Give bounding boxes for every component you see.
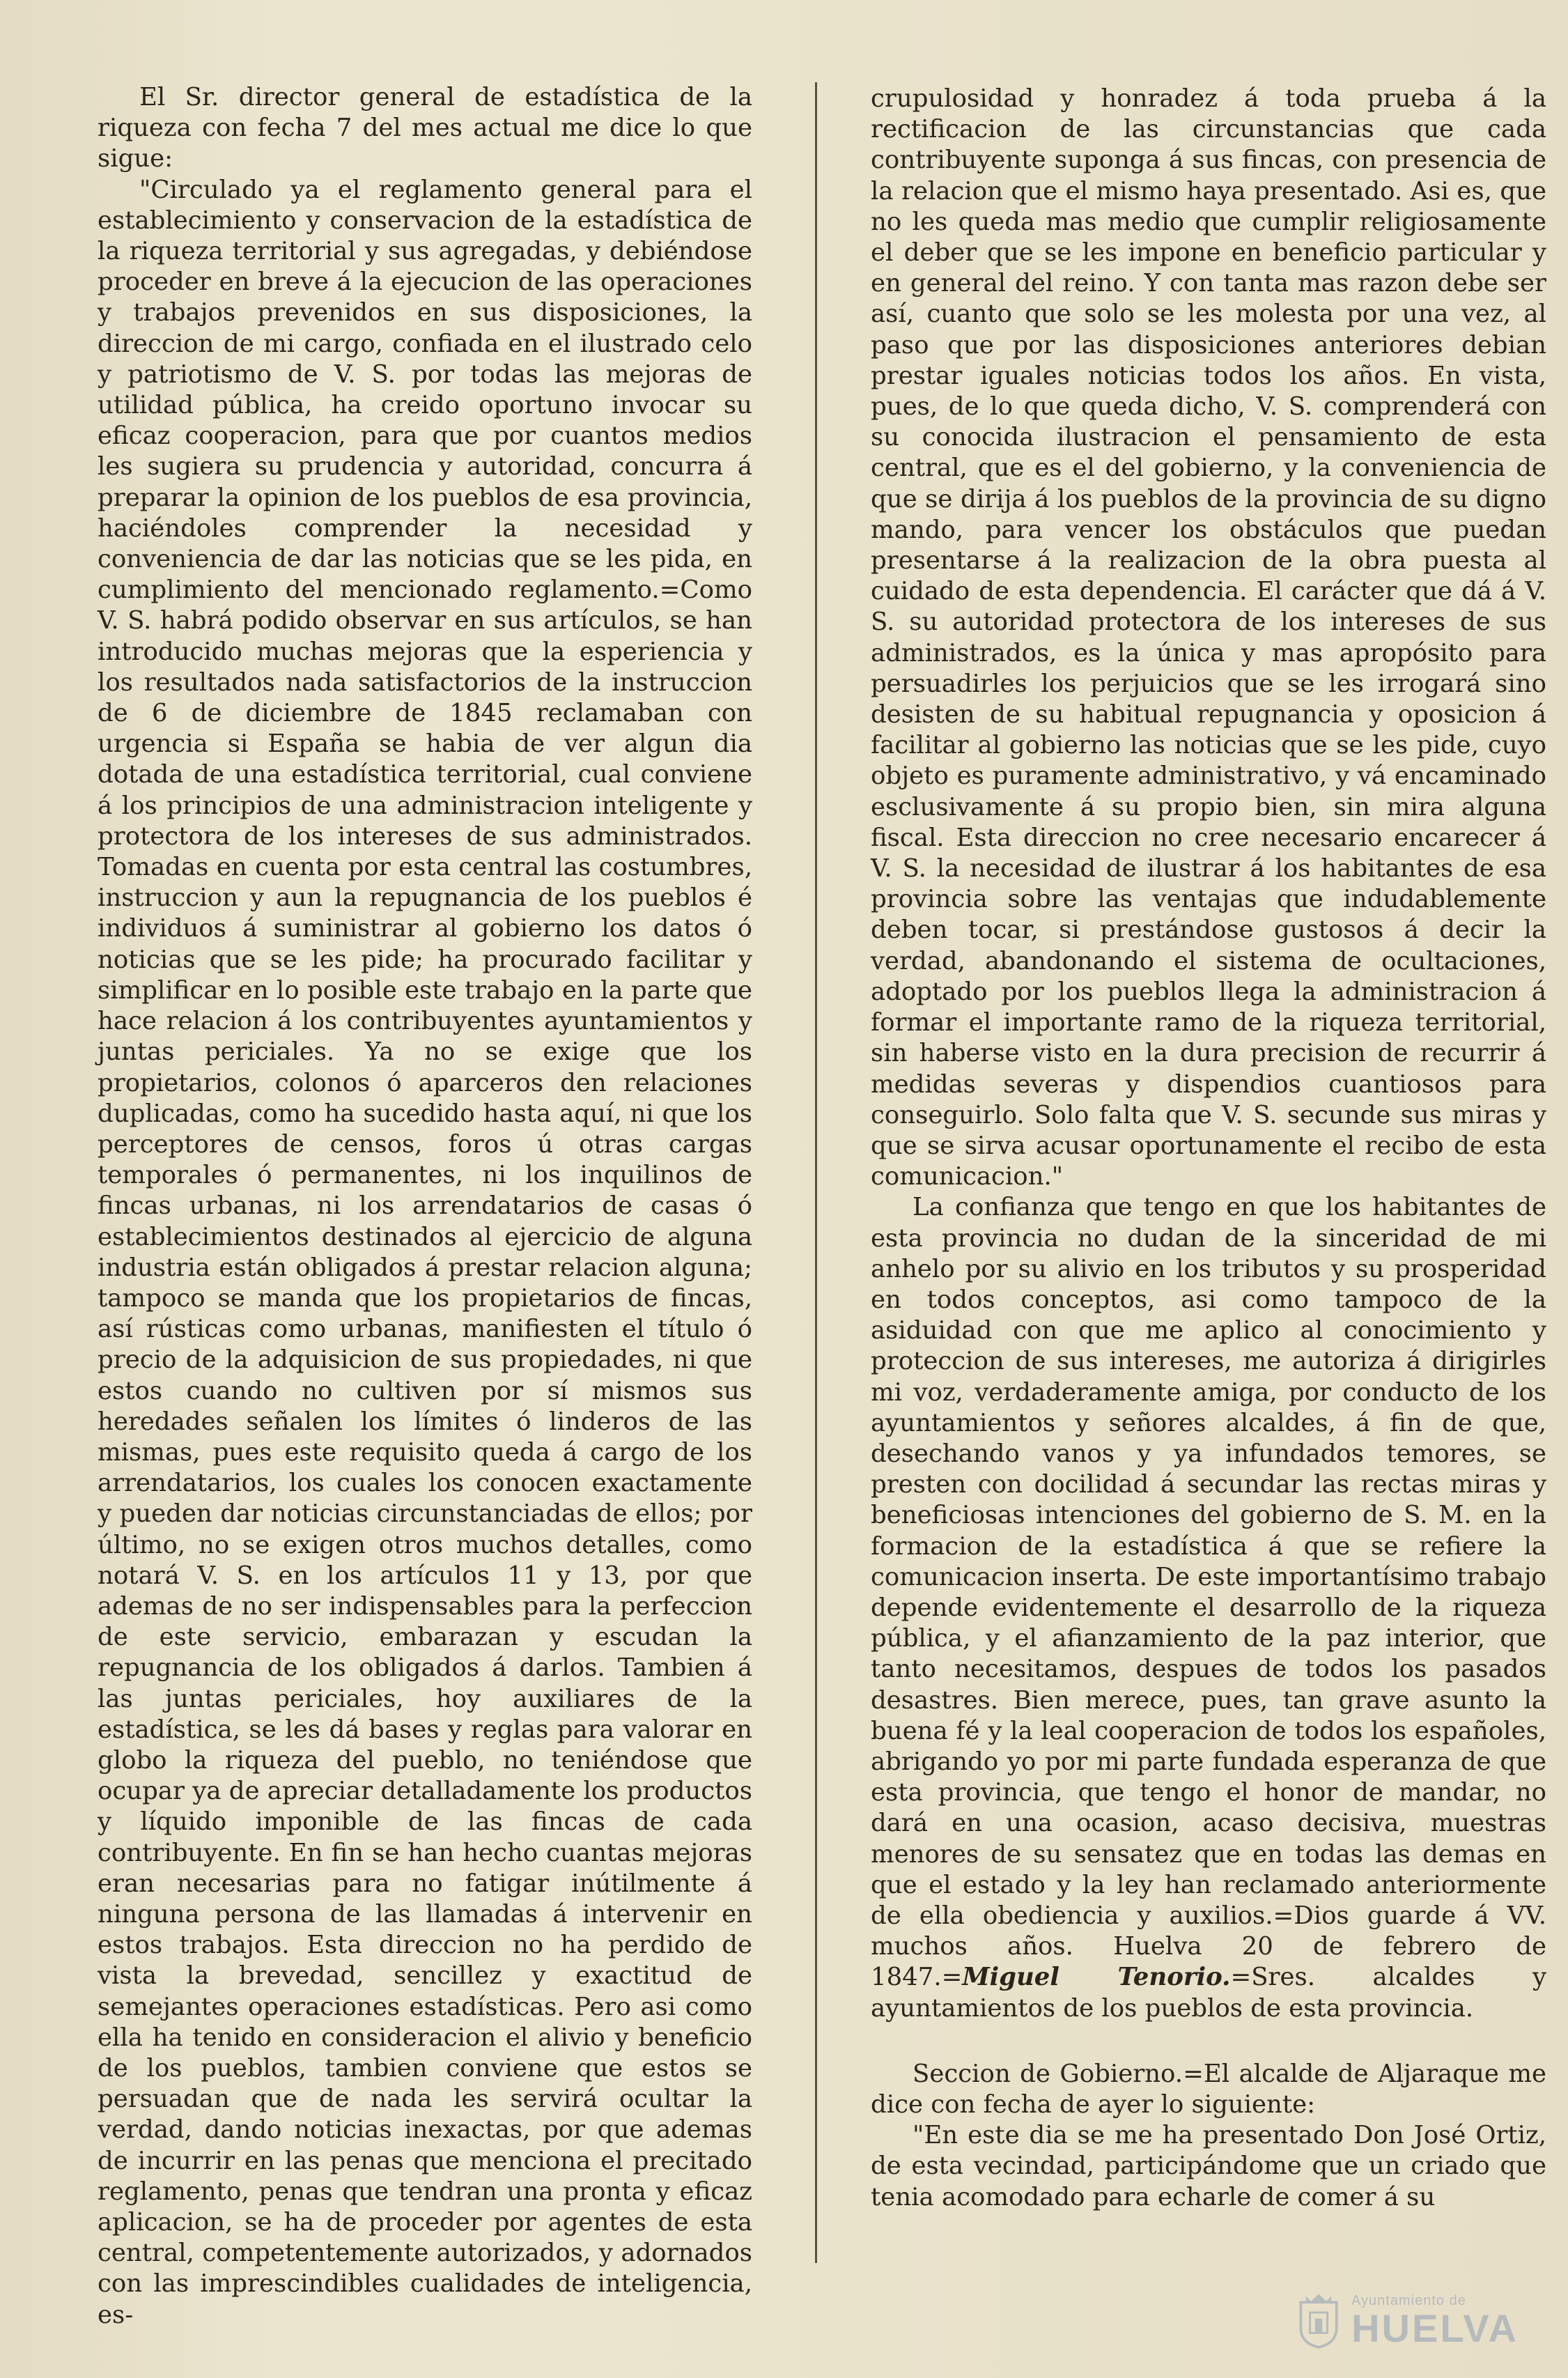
coat-of-arms-icon xyxy=(1296,2282,1342,2358)
watermark-small: Ayuntamiento de xyxy=(1351,2292,1466,2308)
right-paragraph-section: Seccion de Gobierno.=El alcalde de Aljaraque me dice con fecha de ayer lo siguiente: xyxy=(871,2059,1546,2119)
right-paragraph-quote: "En este dia se me ha presentado Don José Ortiz, de esta vecindad, participándome que un criado que tenia acomodado para echarle de comer á su xyxy=(871,2121,1546,2211)
governor-text: La confianza que tengo en que los habitantes de esta provincia no dudan de la sinceridad de mi anhelo por su alivio en los tributos y su prosperidad en todos conceptos, asi como tampoco de la asiduidad con que me aplico al conocimiento y proteccion de sus intereses, me autoriza á dirigirles mi voz, verdaderamente amiga, por conducto de los ayuntamientos y señores alcaldes, á fin de que, desechando vanos y ya infundados temores, se presten con docilidad á secundar las rectas miras y beneficiosas intenciones del gobierno de S. M. en la formacion de la estadística á que se refiere la comunicacion inserta. De este importantísimo trabajo depende evidentemente el desarrollo de la riqueza pública, y el afianzamiento de la paz interior, que tanto necesitamos, despues de todos los pasados desastres. Bien merece, pues, tan grave asunto la buena fé y la leal cooperacion de todos los españoles, abrigando yo por mi parte fundada esperanza de que esta provincia, que tengo el honor de mandar, no dará en una ocasion, acaso decisiva, muestras menores de su sensatez que en todas las demas en que el estado y la ley han reclamado anteriormente de ella obediencia y auxilios.=Dios guarde á VV. muchos años. Huelva 20 de febrero de 1847.= xyxy=(871,1193,1546,1992)
left-paragraph-intro: El Sr. director general de estadística de la riqueza con fecha 7 del mes actual me dice lo que sigue: xyxy=(98,83,752,173)
right-column xyxy=(871,84,1546,2213)
column-divider xyxy=(815,82,817,2263)
right-paragraph-continuation: crupulosidad y honradez á toda prueba á la rectificacion de las circunstancias que cada contribuyente suponga á sus fincas, con presencia de la relacion que el mismo haya presentado. Asi es, que no les queda mas medio que cumplir religiosamente el deber que se les impone en beneficio particular y en general del reino. Y con tanta mas razon debe ser así, cuanto que solo se les molesta por una vez, al paso que por las disposiciones anteriores debian prestar iguales noticias todos los años. En vista, pues, de lo que queda dicho, V. S. comprenderá con su conocida ilustracion el pensamiento de esta central, que es el del gobierno, y la conveniencia de que se dirija á los pueblos de la provincia de su digno mando, para vencer los obstáculos que puedan presentarse á la realizacion de la obra puesta al cuidado de esta dependencia. El carácter que dá á V. S. su autoridad protectora de los intereses de sus administrados, es la única y mas apropósito para persuadirles los perjuicios que se les irrogará sino desisten de su habitual repugnancia y oposicion á facilitar al gobierno las noticias que se les pide, cuyo objeto es puramente administrativo, y vá encaminado esclusivamente á su propio bien, sin mira alguna fiscal. Esta direccion no cree necesario encarecer á V. S. la necesidad de ilustrar á los habitantes de esa provincia sobre las ventajas que indudablemente deben tocar, si prestándose gustosos á decir la verdad, abandonando el sistema de ocultaciones, adoptado por los pueblos llega la administracion á formar el importante ramo de la riqueza territorial, sin haberse visto en la dura precision de recurrir á medidas severas y dispendios cuantiosos para conseguirlo. Solo falta que V. S. secunde sus miras y que se sirva acusar oportunamente el recibo de esta comunicacion." xyxy=(871,84,1546,1191)
right-paragraph-governor xyxy=(871,1192,1546,2023)
section-gap xyxy=(871,2024,1546,2059)
archive-watermark xyxy=(1296,2278,1519,2362)
watermark-big: HUELVA xyxy=(1351,2306,1519,2350)
left-column xyxy=(98,82,752,2331)
left-paragraph-circular: "Circulado ya el reglamento general para el establecimiento y conservacion de la estadística de la riqueza territorial y sus agregadas, y debiéndose proceder en breve á la ejecucion de las operaciones y trabajos prevenidos en sus disposiciones, la direccion de mi cargo, confiada en el ilustrado celo y patriotismo de V. S. por todas las mejoras de utilidad pública, ha creido oportuno invocar su eficaz cooperacion, para que por cuantos medios les sugiera su prudencia y autoridad, concurra á preparar la opinion de los pueblos de esa provincia, haciéndoles comprender la necesidad y conveniencia de dar las noticias que se les pida, en cumplimiento del mencionado reglamento.=Como V. S. habrá podido observar en sus artículos, se han introducido muchas mejoras que la esperiencia y los resultados nada satisfactorios de la instruccion de 6 de diciembre de 1845 reclamaban con urgencia si España se habia de ver algun dia dotada de una estadística territorial, cual conviene á los principios de una administracion inteligente y protectora de los intereses de sus administrados. Tomadas en cuenta por esta central las costumbres, instruccion y aun la repugnancia de los pueblos é individuos á suministrar al gobierno los datos ó noticias que se les pide; ha procurado facilitar y simplificar en lo posible este trabajo en la parte que hace relacion á los contribuyentes ayuntamientos y juntas periciales. Ya no se exige que los propietarios, colonos ó aparceros den relaciones duplicadas, como ha sucedido hasta aquí, ni que los perceptores de censos, foros ú otras cargas temporales ó permanentes, ni los inquilinos de fincas urbanas, ni los arrendatarios de casas ó establecimientos destinados al ejercicio de alguna industria están obligados á prestar relacion alguna; tampoco se manda que los propietarios de fincas, así rústicas como urbanas, manifiesten el título ó precio de la adquisicion de sus propiedades, ni que estos cuando no cultiven por sí mismos sus heredades señalen los límites ó linderos de las mismas, pues este requisito queda á cargo de los arrendatarios, los cuales los conocen exactamente y pueden dar noticias circunstanciadas de ellos; por último, no se exigen otros muchos detalles, como notará V. S. en los artículos 11 y 13, por que ademas de no ser indispensables para la perfeccion de este servicio, embarazan y escudan la repugnancia de los obligados á darlos. Tambien á las juntas periciales, hoy auxiliares de la estadística, se les dá bases y reglas para valorar en globo la riqueza del pueblo, no teniéndose que ocupar ya de apreciar detalladamente los productos y líquido imponible de las fincas de cada contribuyente. En fin se han hecho cuantas mejoras eran necesarias para no fatigar inútilmente á ninguna persona de las llamadas á intervenir en estos trabajos. Esta direccion no ha perdido de vista la brevedad, sencillez y exactitud de semejantes operaciones estadísticas. Pero asi como ella ha tenido en consideracion el alivio y beneficio de los pueblos, tambien conviene que estos se persuadan que de nada les servirá ocultar la verdad, dando noticias inexactas, por que ademas de incurrir en las penas que menciona el precitado reglamento, penas que tendran una pronta y eficaz aplicacion, se ha de proceder por agentes de esta central, competentemente autorizados, y adornados con las imprescindibles cualidades de inteligencia, es- xyxy=(98,175,752,2329)
signature-name: Miguel Tenorio. xyxy=(962,1963,1231,1992)
watermark-text xyxy=(1351,2293,1519,2348)
addressee-text: =Sres. alcaldes y ayuntamientos de los pueblos de esta provincia. xyxy=(871,1963,1546,2023)
